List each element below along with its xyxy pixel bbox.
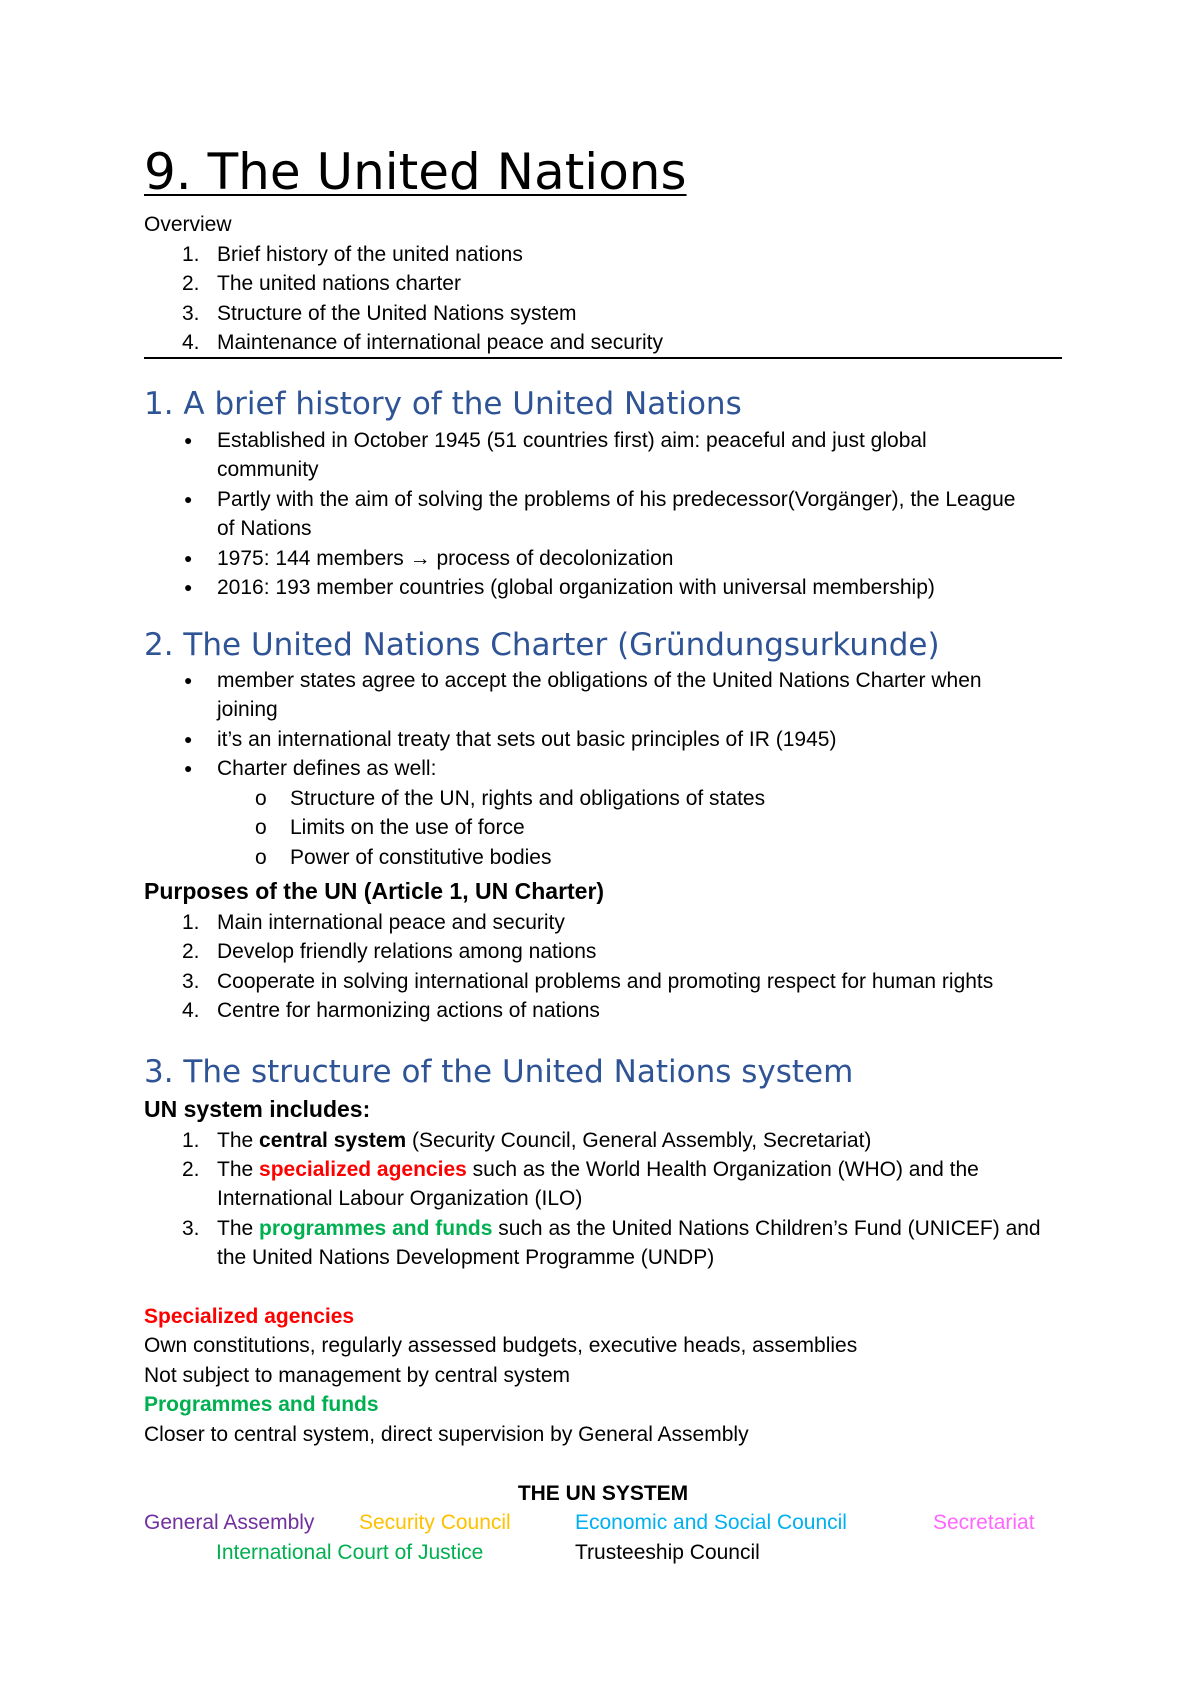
overview-label: Overview — [144, 213, 232, 236]
bullet-icon: ● — [184, 731, 193, 747]
list-item: 2016: 193 member countries (global organization with universal membership) — [217, 576, 935, 599]
list-item: The central system (Security Council, General Assembly, Secretariat) — [217, 1129, 872, 1152]
list-item-continuation: the United Nations Development Programme (UNDP) — [217, 1246, 715, 1269]
list-item-continuation: community — [217, 458, 319, 481]
list-number: 2. — [182, 940, 200, 963]
programmes-and-funds-heading: Programmes and funds — [144, 1393, 379, 1416]
list-item: Maintenance of international peace and security — [217, 331, 663, 354]
bullet-icon: ● — [184, 760, 193, 776]
central-system-term: central system — [259, 1129, 407, 1152]
page-title: 9. The United Nations — [144, 143, 687, 201]
list-item: Established in October 1945 (51 countries first) aim: peaceful and just global — [217, 429, 927, 452]
specialized-agencies-line: Own constitutions, regularly assessed budgets, executive heads, assemblies — [144, 1334, 858, 1357]
list-number: 3. — [182, 1217, 200, 1240]
programmes-and-funds-line: Closer to central system, direct supervision by General Assembly — [144, 1423, 749, 1446]
list-item: Cooperate in solving international problems and promoting respect for human rights — [217, 970, 994, 993]
list-item: Centre for harmonizing actions of nations — [217, 999, 600, 1022]
list-item: Develop friendly relations among nations — [217, 940, 597, 963]
organ-trusteeship-council: Trusteeship Council — [575, 1541, 760, 1564]
organ-economic-and-social-council: Economic and Social Council — [575, 1511, 847, 1534]
section-3-heading: 3. The structure of the United Nations system — [144, 1054, 854, 1090]
specialized-agencies-heading: Specialized agencies — [144, 1305, 355, 1328]
list-item: The united nations charter — [217, 272, 461, 295]
bullet-icon: ● — [184, 579, 193, 595]
list-number: 4. — [182, 999, 200, 1022]
bullet-icon: ● — [184, 550, 193, 566]
list-item: member states agree to accept the obligations of the United Nations Charter when — [217, 669, 982, 692]
list-item: The programmes and funds such as the United Nations Children’s Fund (UNICEF) and — [217, 1217, 1041, 1240]
sub-bullet-icon: o — [255, 816, 267, 839]
list-item: Partly with the aim of solving the problems of his predecessor(Vorgänger), the League — [217, 488, 1016, 511]
organ-security-council: Security Council — [359, 1511, 511, 1534]
section-2-heading: 2. The United Nations Charter (Gründungsurkunde) — [144, 627, 940, 663]
specialized-agencies-term: specialized agencies — [259, 1158, 467, 1181]
organ-international-court-of-justice: International Court of Justice — [216, 1541, 484, 1564]
organ-secretariat: Secretariat — [933, 1511, 1035, 1534]
list-item: 1975: 144 members → process of decolonization — [217, 547, 674, 570]
horizontal-rule — [144, 357, 1062, 359]
un-system-heading: THE UN SYSTEM — [517, 1482, 689, 1505]
sub-list-item: Power of constitutive bodies — [290, 846, 552, 869]
un-system-includes-label: UN system includes: — [144, 1096, 371, 1122]
arrow-icon: → — [409, 547, 431, 570]
list-item-continuation: joining — [217, 698, 278, 721]
organ-general-assembly: General Assembly — [144, 1511, 315, 1534]
list-item: Charter defines as well: — [217, 757, 437, 780]
list-number: 2. — [182, 272, 200, 295]
sub-bullet-icon: o — [255, 787, 267, 810]
list-item: Main international peace and security — [217, 911, 565, 934]
programmes-and-funds-term: programmes and funds — [259, 1217, 493, 1240]
list-item: Brief history of the united nations — [217, 243, 523, 266]
bullet-icon: ● — [184, 432, 193, 448]
list-item: it’s an international treaty that sets out basic principles of IR (1945) — [217, 728, 837, 751]
list-number: 3. — [182, 302, 200, 325]
sub-list-item: Limits on the use of force — [290, 816, 525, 839]
bullet-icon: ● — [184, 672, 193, 688]
sub-bullet-icon: o — [255, 846, 267, 869]
section-1-heading: 1. A brief history of the United Nations — [144, 386, 742, 422]
sub-list-item: Structure of the UN, rights and obligations of states — [290, 787, 766, 810]
list-number: 3. — [182, 970, 200, 993]
list-number: 1. — [182, 243, 200, 266]
list-item: Structure of the United Nations system — [217, 302, 577, 325]
list-item-continuation: International Labour Organization (ILO) — [217, 1187, 583, 1210]
list-item-continuation: of Nations — [217, 517, 312, 540]
list-item: The specialized agencies such as the World Health Organization (WHO) and the — [217, 1158, 979, 1181]
specialized-agencies-line: Not subject to management by central system — [144, 1364, 571, 1387]
list-number: 1. — [182, 1129, 200, 1152]
purposes-heading: Purposes of the UN (Article 1, UN Charter) — [144, 878, 605, 904]
list-number: 2. — [182, 1158, 200, 1181]
bullet-icon: ● — [184, 491, 193, 507]
list-number: 1. — [182, 911, 200, 934]
list-number: 4. — [182, 331, 200, 354]
